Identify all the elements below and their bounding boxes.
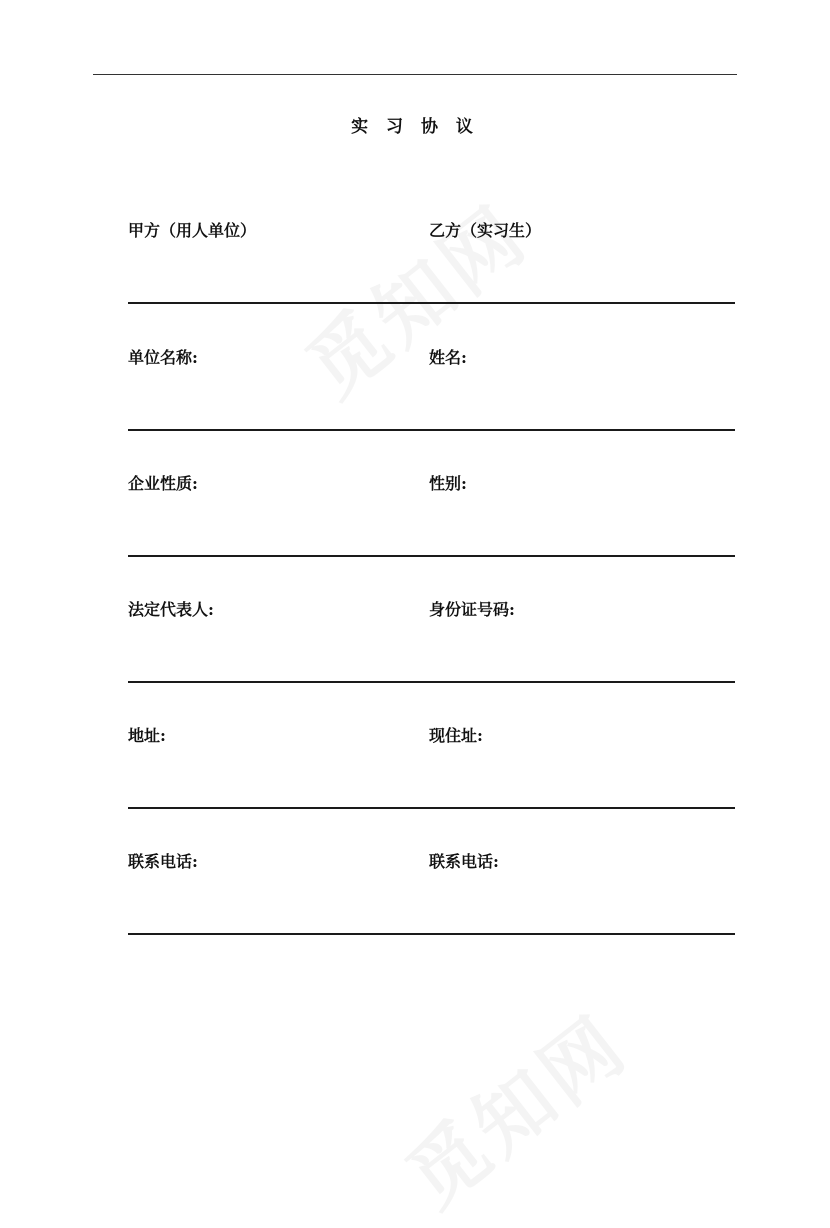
field-line-2[interactable] <box>128 555 735 557</box>
field-line-3[interactable] <box>128 681 735 683</box>
party-b-label: 乙方（实习生） <box>429 221 542 240</box>
field-row-legal-rep <box>0 597 830 637</box>
company-name-label: 单位名称: <box>128 348 198 367</box>
id-number-label: 身份证号码: <box>429 600 515 619</box>
current-address-label: 现住址: <box>429 726 483 745</box>
field-row-phone <box>0 849 830 889</box>
watermark-logo-bottom <box>380 985 648 1228</box>
legal-representative-label: 法定代表人: <box>128 600 214 619</box>
student-name-label: 姓名: <box>429 348 467 367</box>
gender-label: 性别: <box>429 474 467 493</box>
company-phone-label: 联系电话: <box>128 852 198 871</box>
student-phone-label: 联系电话: <box>429 852 499 871</box>
field-row-company-name <box>0 345 830 385</box>
party-a-label: 甲方（用人单位） <box>128 221 257 240</box>
header-rule <box>93 74 737 75</box>
field-line-0[interactable] <box>128 302 735 304</box>
field-line-1[interactable] <box>128 429 735 431</box>
address-label: 地址: <box>128 726 166 745</box>
field-row-address <box>0 723 830 763</box>
page-title: 实 习 协 议 <box>351 117 479 137</box>
enterprise-type-label: 企业性质: <box>128 474 198 493</box>
field-line-5[interactable] <box>128 933 735 935</box>
field-row-enterprise-type <box>0 471 830 511</box>
field-line-4[interactable] <box>128 807 735 809</box>
party-header-row <box>0 218 830 242</box>
